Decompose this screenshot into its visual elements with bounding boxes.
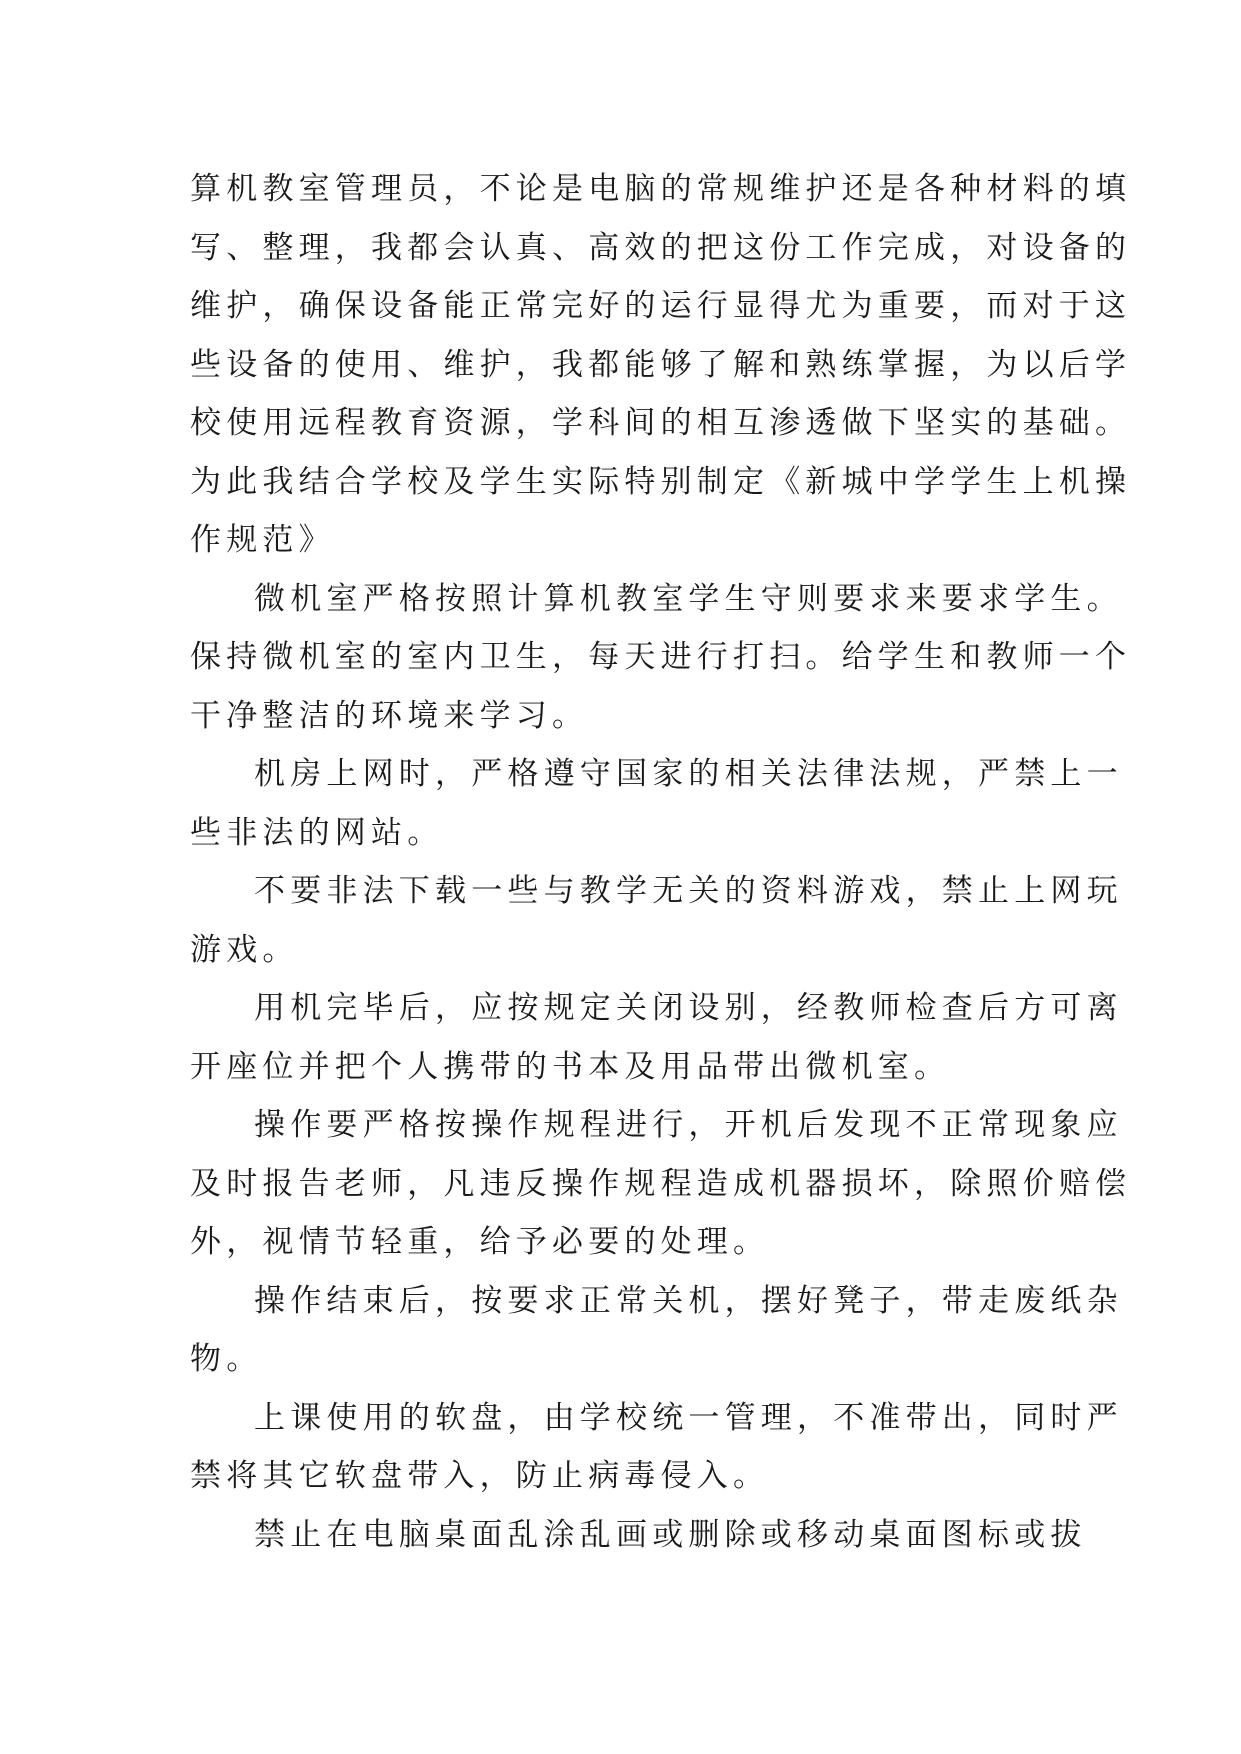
text-line: 算机教室管理员，不论是电脑的常规维护还是各种材料的填 [190,171,1132,207]
text-line: 作规范》 [190,522,335,558]
text-line: 操作结束后，按要求正常关机，摆好凳子，带走废纸杂 [254,1282,1123,1319]
text-line: 微机室严格按照计算机教室学生守则要求来要求学生。 [254,580,1123,617]
text-line: 及时报告老师，凡违反操作规程造成机器损坏，除照价赔偿 [190,1165,1132,1202]
text-line: 干净整洁的环境来学习。 [190,697,589,734]
text-line: 机房上网时，严格遵守国家的相关法律法规，严禁上一 [254,756,1123,792]
text-line: 禁止在电脑桌面乱涂乱画或删除或移动桌面图标或拔 [254,1516,1087,1553]
document-body [190,160,1132,1564]
text-line: 些设备的使用、维护，我都能够了解和熟练掌握，为以后学 [190,346,1132,383]
text-line: 外，视情节轻重，给予必要的处理。 [190,1224,770,1260]
text-line: 写、整理，我都会认真、高效的把这份工作完成，对设备的 [190,229,1132,266]
text-line: 用机完毕后，应按规定关闭设别，经教师检查后方可离 [254,990,1123,1026]
text-line: 为此我结合学校及学生实际特别制定《新城中学学生上机操 [190,463,1132,500]
text-line: 禁将其它软盘带入，防止病毒侵入。 [190,1458,770,1494]
text-line: 游戏。 [190,931,299,968]
text-line: 物。 [190,1341,263,1377]
text-line: 校使用远程教育资源，学科间的相互渗透做下坚实的基础。 [190,405,1132,441]
text-line: 操作要严格按操作规程进行，开机后发现不正常现象应 [254,1107,1123,1143]
text-line: 保持微机室的室内卫生，每天进行打扫。给学生和教师一个 [190,639,1132,675]
text-line: 不要非法下载一些与教学无关的资料游戏，禁止上网玩 [254,873,1123,909]
text-line: 上课使用的软盘，由学校统一管理，不准带出，同时严 [254,1399,1123,1436]
text-line: 开座位并把个人携带的书本及用品带出微机室。 [190,1048,951,1085]
text-line: 些非法的网站。 [190,814,444,851]
text-line: 维护，确保设备能正常完好的运行显得尤为重要，而对于这 [190,288,1132,324]
